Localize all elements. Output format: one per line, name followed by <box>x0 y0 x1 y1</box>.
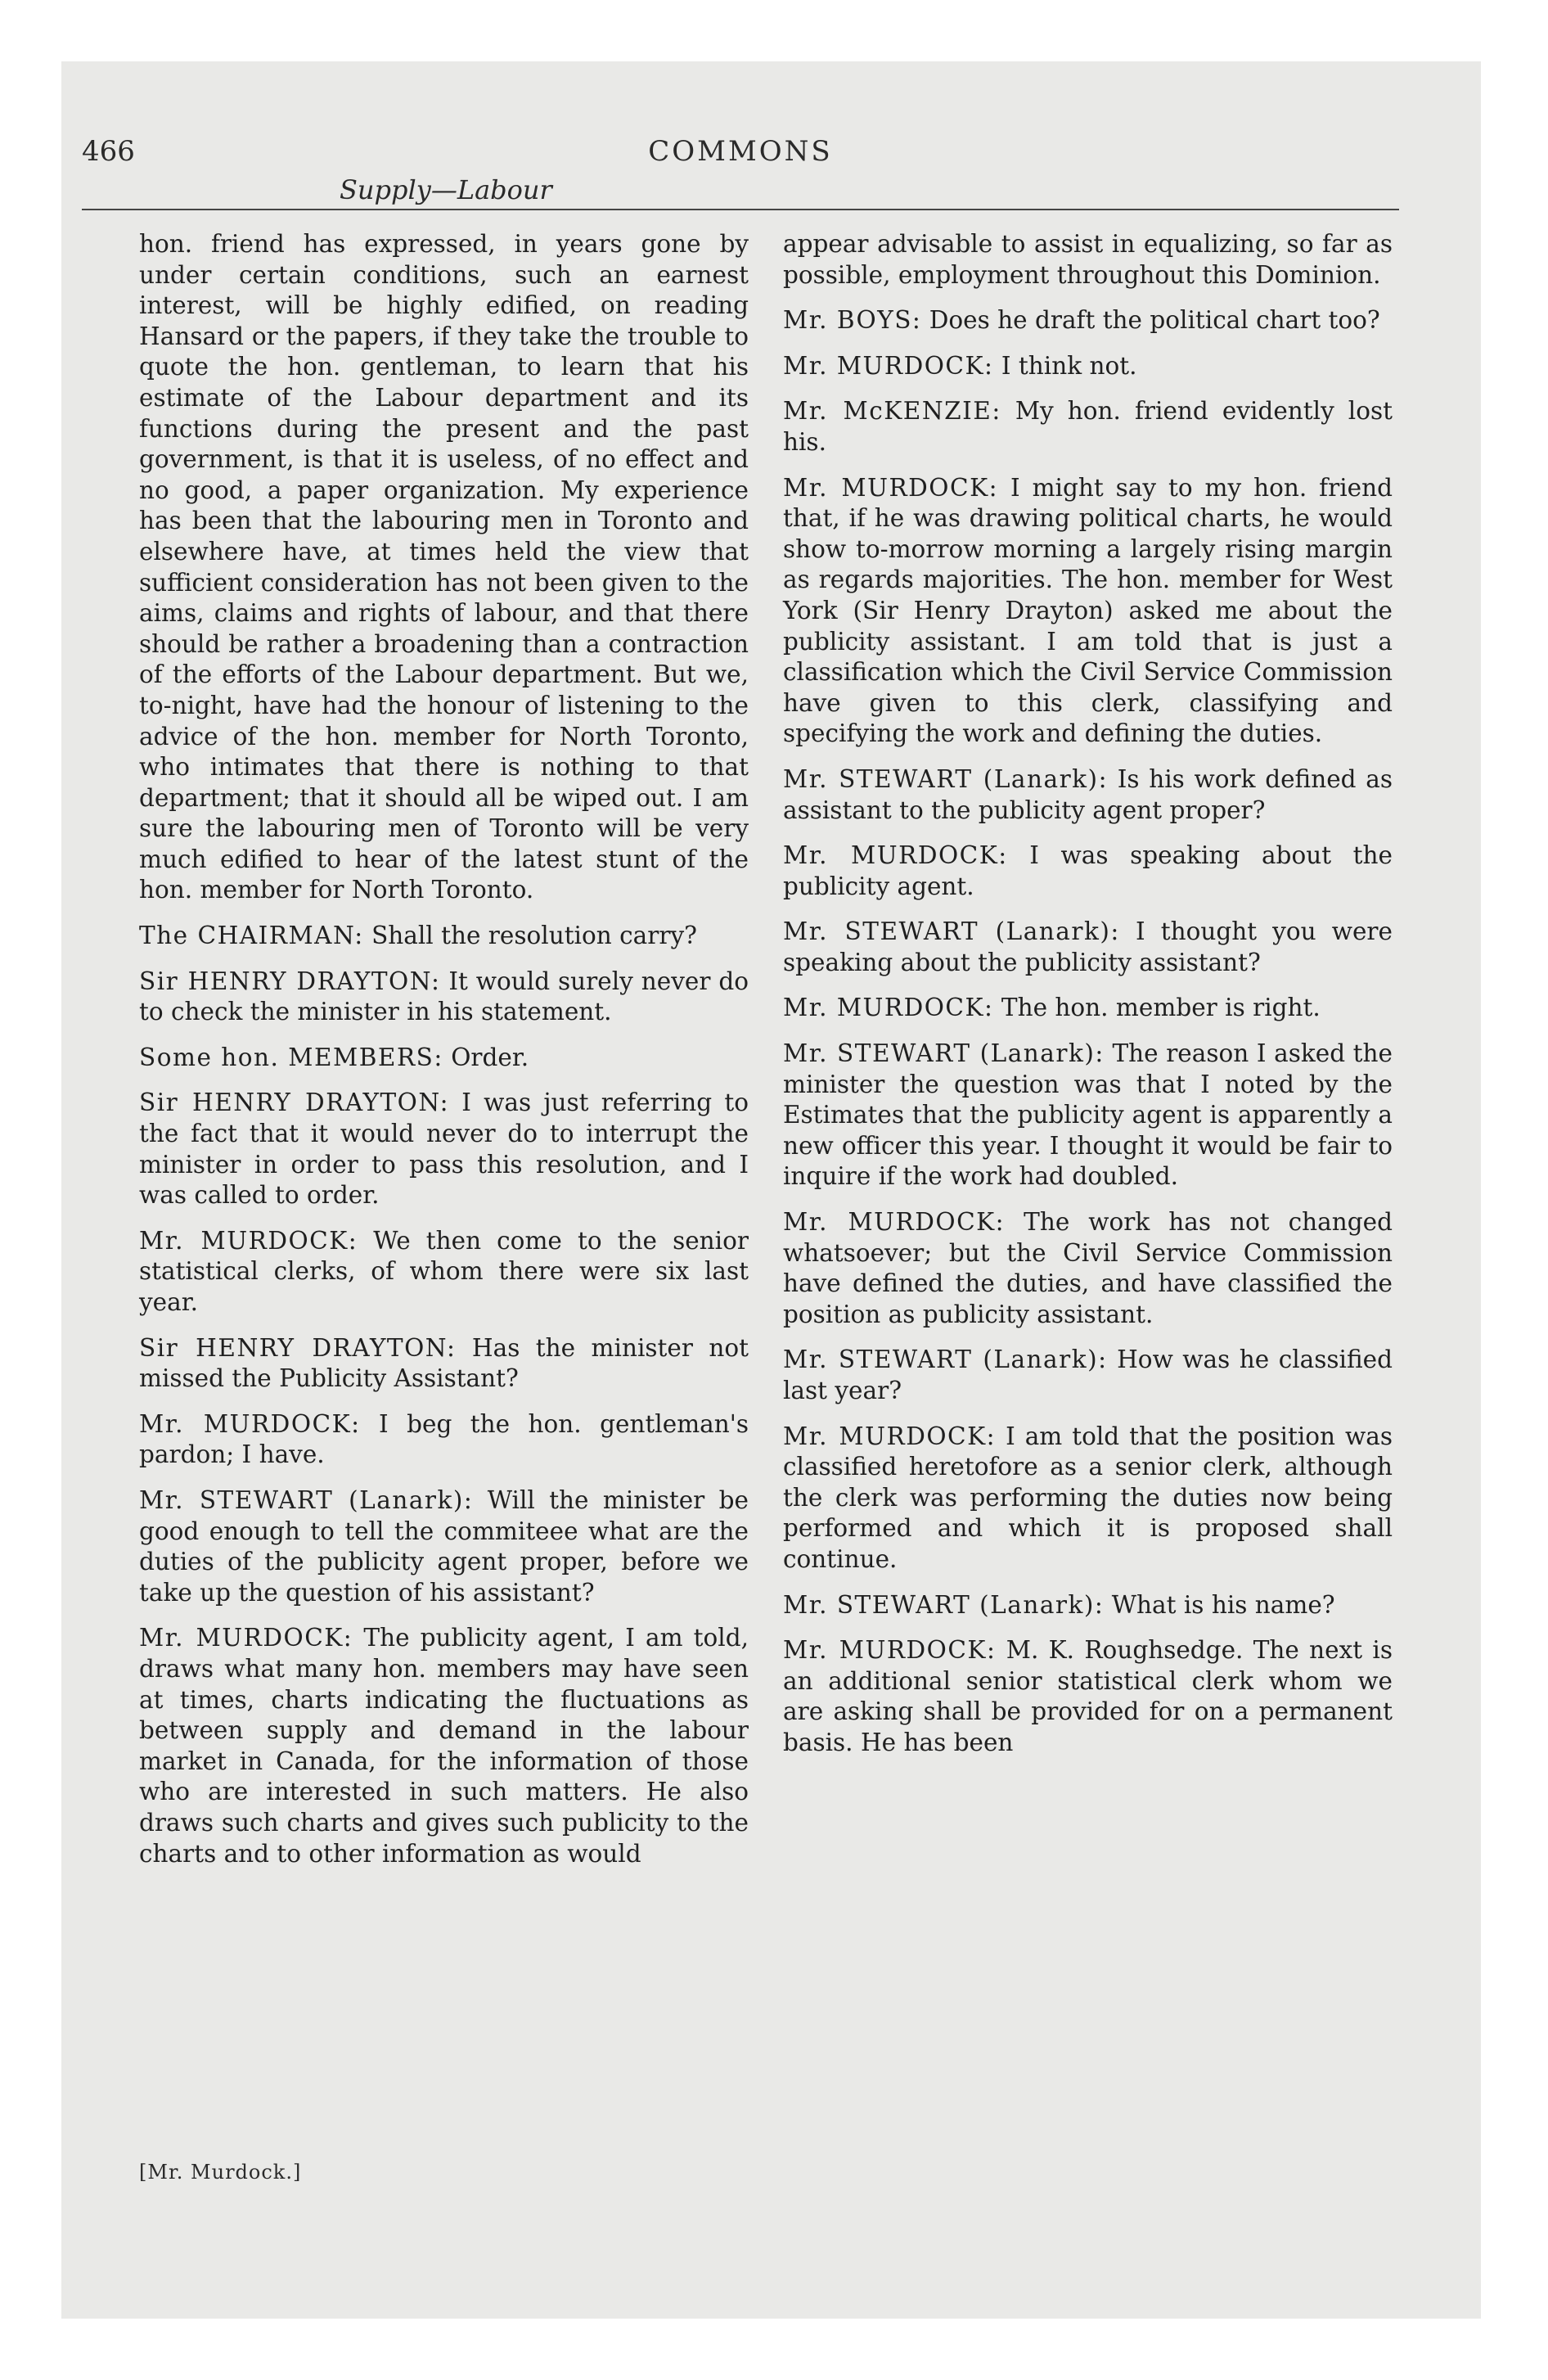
paragraph-text: I think not. <box>1001 351 1137 380</box>
paragraph <box>783 917 1393 978</box>
speaker-name: Mr. MURDOCK: <box>783 994 994 1022</box>
speaker-name: Mr. MURDOCK: <box>783 1636 997 1665</box>
left-column <box>139 229 749 1884</box>
paragraph-text: My hon. friend evidently lost his. <box>783 397 1393 456</box>
paragraph-text: It would surely never do to check the minister in his statement. <box>139 967 749 1026</box>
paragraph-text: I might say to my hon. friend that, if he was drawing political charts, he would show to-morrow morning a largely rising margin as regards majorities. The hon. member for West York (Sir Henry Drayton) asked me about the publicity assistant. I am told that is just a classification which the Civil Service Commission have given to this clerk, classifying and specifying the work and defining the duties. <box>783 473 1393 748</box>
paragraph-text: Is his work defined as assistant to the publicity agent proper? <box>783 764 1393 824</box>
speaker-name: Mr. STEWART (Lanark): <box>139 1485 474 1514</box>
paragraph-text: Will the minister be good enough to tell the commiteee what are the duties of the publicity agent proper, before we take up the question of his assistant? <box>139 1485 749 1607</box>
speaker-name: Mr. STEWART (Lanark): <box>783 764 1109 793</box>
speaker-name: Mr. MURDOCK: <box>783 1208 1006 1237</box>
speaker-name: Mr. STEWART (Lanark): <box>783 1590 1105 1619</box>
paragraph-text: I was just referring to the fact that it would never do to interrupt the minister in order to pass this resolution, and I was called to order. <box>139 1089 749 1210</box>
paragraph-text: The reason I asked the minister the question was that I noted by the Estimates that the publicity agent is apparently a new officer this year. I thought it would be fair to inquire if the work had doubled. <box>783 1039 1393 1191</box>
speaker-name: Mr. STEWART (Lanark): <box>783 917 1120 946</box>
paragraph <box>783 396 1393 458</box>
paragraph <box>139 229 749 906</box>
speaker-name: Mr. MURDOCK: <box>783 1422 997 1450</box>
speaker-name: Sir HENRY DRAYTON: <box>139 1333 457 1362</box>
paragraph <box>139 1333 749 1395</box>
paragraph <box>783 1039 1393 1192</box>
paragraph-text: We then come to the senior statistical clerks, of whom there were six last year. <box>139 1226 749 1316</box>
page-number: 466 <box>82 135 135 168</box>
paragraph-text: How was he classified last year? <box>783 1346 1393 1404</box>
running-head: COMMONS <box>648 135 833 168</box>
paragraph-text: hon. friend has expressed, in years gone by under certain conditions, such an earnest interest, will be highly edified, on reading Hansard or the papers, if they take the trouble to quote the hon. gentleman, to learn that his estimate of the Labour department and its functions during the present and the past government, is that it is useless, of no effect and no good, a paper organization. My experience has been that the labouring men in Toronto and elsewhere have, at times held the view that sufficient consideration has not been given to the aims, claims and rights of labour, and that there should be rather a broadening than a contraction of the efforts of the Labour department. But we, to-night, have had the honour of listening to the advice of the hon. member for North Toronto, who intimates that there is nothing to that department; that it should all be wiped out. I am sure the labouring men of Toronto will be very much edified to hear of the latest stunt of the hon. member for North Toronto. <box>139 230 749 904</box>
paragraph <box>139 1088 749 1210</box>
page-header <box>82 135 1399 225</box>
paragraph <box>783 229 1393 291</box>
paragraph <box>783 1207 1393 1330</box>
speaker-name: Mr. STEWART (Lanark): <box>783 1346 1108 1374</box>
body-columns <box>139 229 1407 1884</box>
paragraph <box>139 967 749 1028</box>
paragraph <box>783 1635 1393 1758</box>
paragraph <box>139 1409 749 1471</box>
right-column <box>783 229 1393 1884</box>
header-rule <box>82 209 1399 210</box>
speaker-name: Some hon. MEMBERS: <box>139 1043 443 1071</box>
paragraph <box>783 1590 1393 1621</box>
paragraph-text: The publicity agent, I am told, draws what many hon. members may have seen at times, charts indicating the fluctuations as between supply and demand in the labour market in Canada, for the information of those who are interested in such matters. He also draws such charts and gives such publicity to the charts and to other information as would <box>139 1624 749 1868</box>
paragraph <box>783 1345 1393 1406</box>
paragraph-text: The hon. member is right. <box>1001 994 1321 1022</box>
paragraph <box>139 1043 749 1074</box>
paragraph <box>783 993 1393 1024</box>
speaker-name: Mr. STEWART (Lanark): <box>783 1039 1105 1068</box>
section-title: Supply—Labour <box>340 174 552 205</box>
speaker-name: Mr. MURDOCK: <box>139 1226 358 1255</box>
footer-speaker-ref: [Mr. Murdock.] <box>139 2161 302 2184</box>
paragraph <box>783 764 1393 826</box>
speaker-name: Mr. BOYS: <box>783 306 922 335</box>
speaker-name: Mr. MURDOCK: <box>783 473 999 502</box>
paragraph <box>139 1485 749 1608</box>
speaker-name: The CHAIRMAN: <box>139 922 364 950</box>
paragraph <box>783 841 1393 902</box>
speaker-name: Mr. MURDOCK: <box>783 841 1008 870</box>
paragraph <box>139 921 749 952</box>
paragraph-text: appear advisable to assist in equalizing, so far as possible, employment throughout this Dominion. <box>783 230 1393 289</box>
paragraph-text: Shall the resolution carry? <box>371 922 697 950</box>
paragraph <box>783 305 1393 336</box>
paragraph-text: The work has not changed whatsoever; but the Civil Service Commission have defined the duties, and have classified the position as publicity assistant. <box>783 1208 1393 1328</box>
paragraph-text: I beg the hon. gentleman's pardon; I have. <box>139 1409 749 1469</box>
speaker-name: Mr. MURDOCK: <box>783 351 994 380</box>
paragraph-text: Order. <box>451 1043 529 1071</box>
speaker-name: Mr. MURDOCK: <box>139 1409 361 1438</box>
speaker-name: Mr. McKENZIE: <box>783 397 1001 426</box>
speaker-name: Sir HENRY DRAYTON: <box>139 1089 450 1117</box>
speaker-name: Sir HENRY DRAYTON: <box>139 967 441 995</box>
paragraph-text: Has the minister not missed the Publicity Assistant? <box>139 1333 749 1393</box>
paragraph <box>783 351 1393 382</box>
paragraph <box>139 1226 749 1318</box>
paragraph-text: What is his name? <box>1111 1590 1335 1619</box>
paragraph-text: Does he draft the political chart too? <box>929 306 1380 335</box>
paragraph-text: I was speaking about the publicity agent. <box>783 841 1393 900</box>
paragraph-text: I thought you were speaking about the publicity assistant? <box>783 917 1393 976</box>
paragraph-text: M. K. Roughsedge. The next is an additional senior statistical clerk whom we are asking shall be provided for on a permanent basis. He has been <box>783 1636 1393 1756</box>
paragraph <box>783 1422 1393 1575</box>
paragraph <box>783 473 1393 750</box>
paragraph-text: I am told that the position was classified heretofore as a senior clerk, although the clerk was performing the duties now being performed and which it is proposed shall continue. <box>783 1422 1393 1573</box>
paragraph <box>139 1623 749 1869</box>
speaker-name: Mr. MURDOCK: <box>139 1624 353 1652</box>
